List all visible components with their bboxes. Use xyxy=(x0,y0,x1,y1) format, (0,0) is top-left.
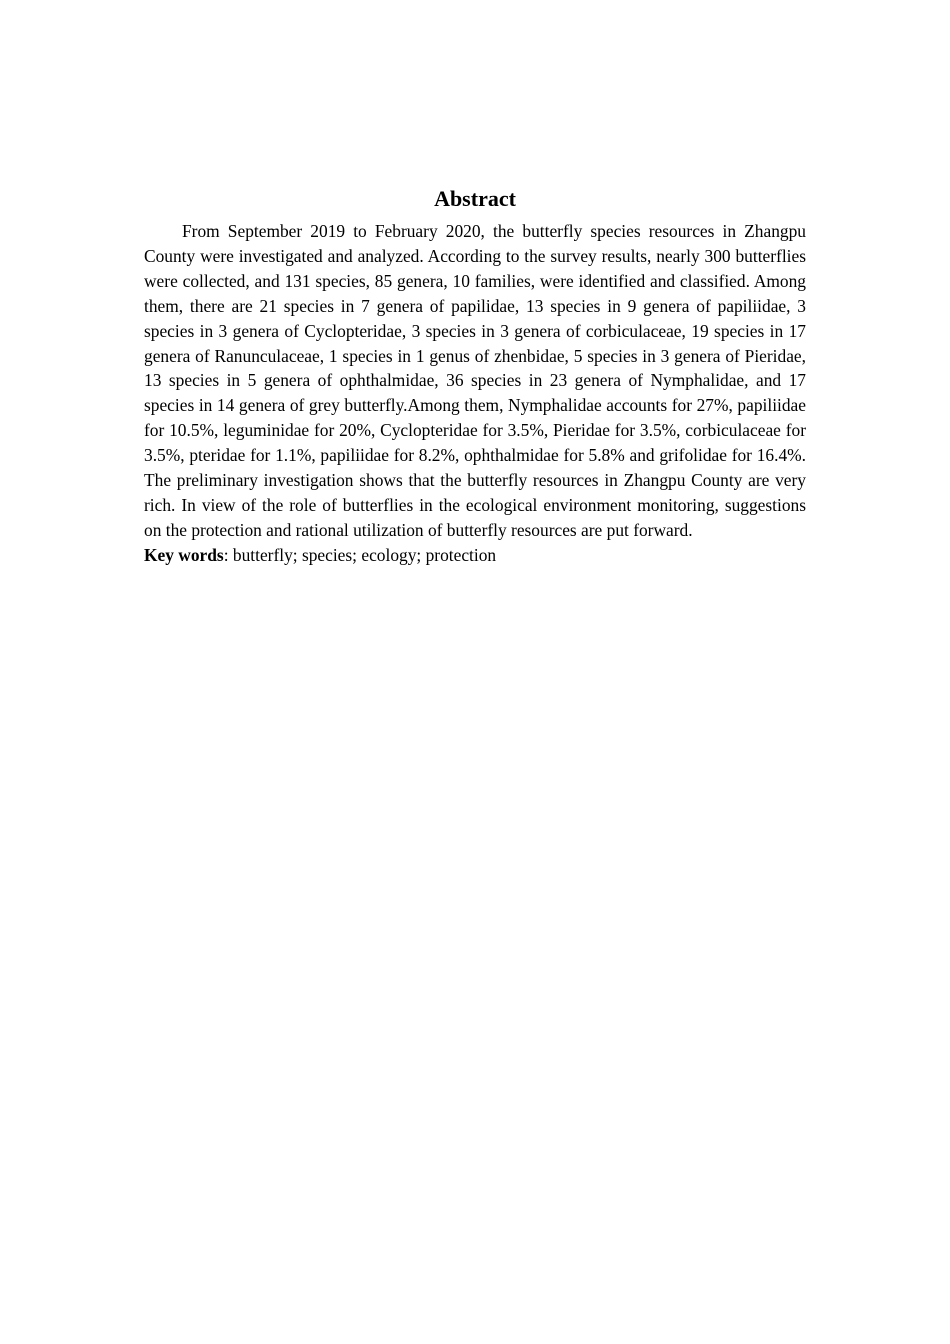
abstract-title: Abstract xyxy=(434,186,516,211)
keywords-line xyxy=(144,543,806,568)
keywords-list: butterfly; species; ecology; protection xyxy=(232,544,497,565)
abstract-section xyxy=(144,183,806,568)
keywords-label: Key words xyxy=(144,544,224,565)
keywords-separator: : xyxy=(223,544,233,565)
abstract-body: From September 2019 to February 2020, the butterfly species resources in Zhangpu County were investigated and analyzed. According to the survey results, nearly 300 butterflies were collected, and 131 species, 85 genera, 10 families, were identified and classified. Among them, there are 21 species in 7 genera of papilidae, 13 species in 9 genera of papiliidae, 3 species in 3 genera of Cyclopteridae, 3 species in 3 genera of corbiculaceae, 19 species in 17 genera of Ranunculaceae, 1 species in 1 genus of zhenbidae, 5 species in 3 genera of Pieridae, 13 species in 5 genera of ophthalmidae, 36 species in 23 genera of Nymphalidae, and 17 species in 14 genera of grey butterfly.Among them, Nymphalidae accounts for 27%, papiliidae for 10.5%, leguminidae for 20%, Cyclopteridae for 3.5%, Pieridae for 3.5%, corbiculaceae for 3.5%, pteridae for 1.1%, papiliidae for 8.2%, ophthalmidae for 5.8% and grifolidae for 16.4%. The preliminary investigation shows that the butterfly resources in Zhangpu County are very rich. In view of the role of butterflies in the ecological environment monitoring, suggestions on the protection and rational utilization of butterfly resources are put forward. xyxy=(144,221,806,540)
